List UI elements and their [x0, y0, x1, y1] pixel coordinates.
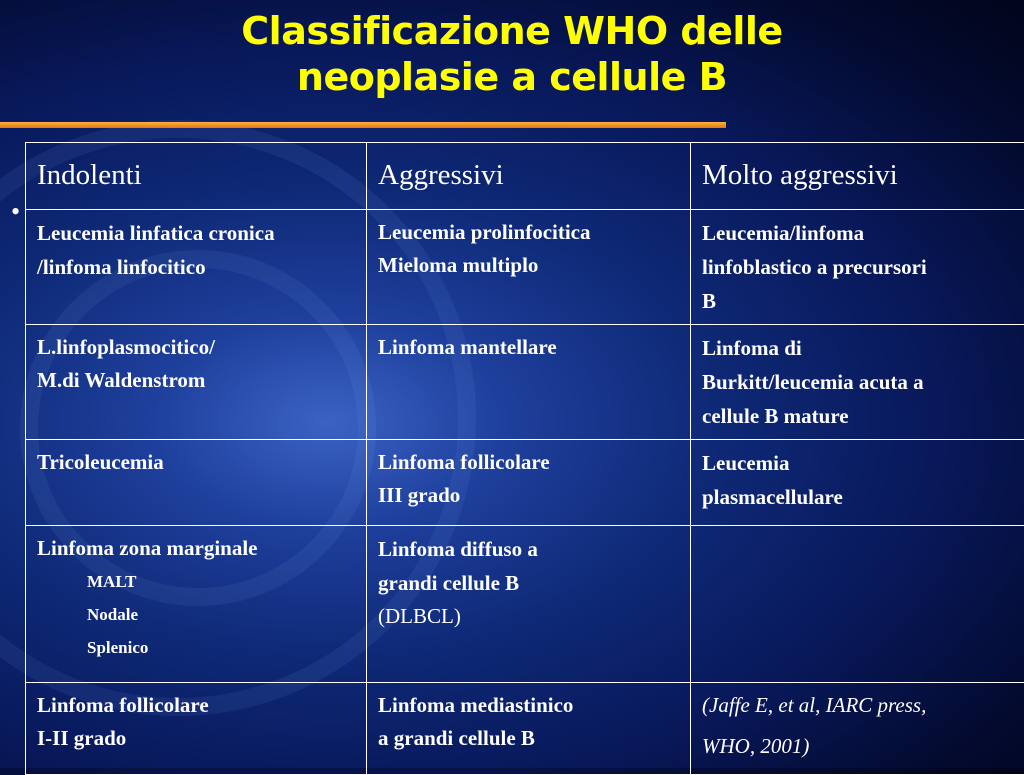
- header-cell-aggressive: Aggressivi: [367, 143, 691, 210]
- table-cell: [691, 210, 1024, 325]
- cell-line: M.di Waldenstrom: [37, 364, 358, 397]
- title-underline: [0, 122, 726, 128]
- table-cell: [26, 210, 367, 325]
- table-cell: [367, 325, 691, 440]
- table-row: [26, 325, 1024, 440]
- cell-subitem: Splenico: [37, 631, 358, 664]
- cell-line: Linfoma mediastinico: [378, 689, 682, 722]
- cell-line: Linfoma follicolare: [378, 446, 682, 479]
- cell-line: Leucemia prolinfocitica: [378, 216, 682, 249]
- cell-line: III grado: [378, 479, 682, 512]
- table-row: [26, 440, 1024, 526]
- cell-line: Mieloma multiplo: [378, 249, 682, 282]
- cell-line: B: [702, 284, 1016, 318]
- table-cell: [691, 325, 1024, 440]
- cell-line: Linfoma diffuso a: [378, 532, 682, 566]
- cell-line: cellule B mature: [702, 399, 1016, 433]
- cell-line: Linfoma mantellare: [378, 331, 682, 364]
- header-cell-very-aggressive: Molto aggressivi: [691, 143, 1024, 210]
- cell-line: linfoblastico a precursori: [702, 250, 1016, 284]
- table-cell: [26, 325, 367, 440]
- cell-line: plasmacellulare: [702, 480, 1016, 514]
- table-cell: [26, 683, 367, 775]
- table-header-row: [26, 143, 1024, 210]
- cell-line: L.linfoplasmocitico/: [37, 331, 358, 364]
- cell-line: Tricoleucemia: [37, 446, 358, 479]
- header-cell-indolent: Indolenti: [26, 143, 367, 210]
- table-cell: [367, 526, 691, 683]
- table-cell-empty: [691, 526, 1024, 683]
- table-row: [26, 526, 1024, 683]
- cell-line: Linfoma di: [702, 331, 1016, 365]
- table-cell: [691, 440, 1024, 526]
- who-classification-table: [25, 142, 1024, 775]
- table-cell: [367, 683, 691, 775]
- citation-line: WHO, 2001): [702, 726, 1016, 767]
- title-line-1: Classificazione WHO delle: [0, 8, 1024, 54]
- cell-line: a grandi cellule B: [378, 722, 682, 755]
- table-row: [26, 683, 1024, 775]
- citation-line: (Jaffe E, et al, IARC press,: [702, 685, 1016, 726]
- bullet-point: •: [11, 199, 20, 225]
- cell-line: I-II grado: [37, 722, 358, 755]
- table-cell: [26, 440, 367, 526]
- cell-line: Leucemia/linfoma: [702, 216, 1016, 250]
- cell-subitem: MALT: [37, 565, 358, 598]
- table-cell: [26, 526, 367, 683]
- table-cell: [367, 440, 691, 526]
- cell-subitem: Nodale: [37, 598, 358, 631]
- cell-line: Burkitt/leucemia acuta a: [702, 365, 1016, 399]
- cell-line: Linfoma follicolare: [37, 689, 358, 722]
- cell-line: Linfoma zona marginale: [37, 532, 358, 565]
- slide-title: [0, 8, 1024, 100]
- cell-line: /linfoma linfocitico: [37, 250, 358, 284]
- cell-line: grandi cellule B: [378, 566, 682, 600]
- table-cell-citation: [691, 683, 1024, 775]
- title-line-2: neoplasie a cellule B: [0, 54, 1024, 100]
- cell-line: Leucemia linfatica cronica: [37, 216, 358, 250]
- cell-line: Leucemia: [702, 446, 1016, 480]
- table-cell: [367, 210, 691, 325]
- table-row: [26, 210, 1024, 325]
- cell-line: (DLBCL): [378, 600, 682, 633]
